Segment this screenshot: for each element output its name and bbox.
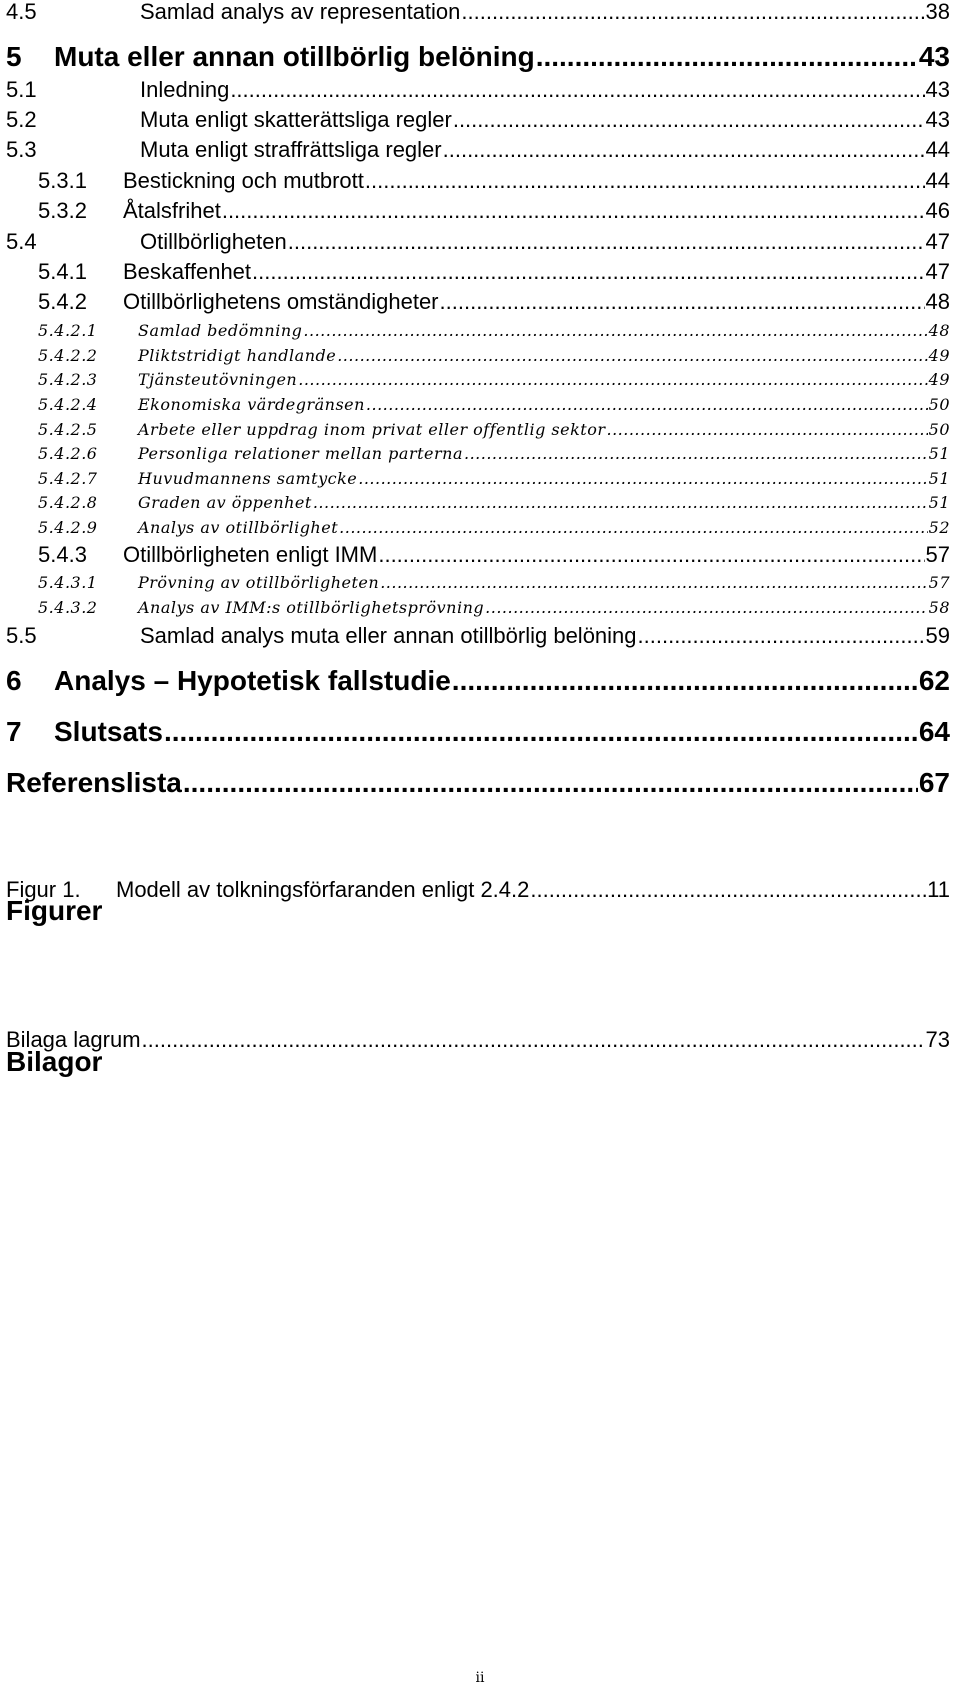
entry-page-number: 38 [925,0,950,24]
entry-title: Muta eller annan otillbörlig belöning [54,41,535,72]
entry-number: 5.4 [6,229,37,254]
entry-number: 5.4.3.2 [38,598,98,617]
entry-title: Analys av otillbörlighet [138,518,339,537]
page-number: ii [475,1670,485,1686]
entry-title: Otillbörligheten enligt IMM [123,542,378,567]
entry-number: 5.4.2.9 [38,518,98,537]
toc-entry[interactable] [0,0,950,25]
entry-page-number: 73 [925,1027,950,1052]
entry-number: 5.4.3 [38,542,87,567]
entry-title: Muta enligt straffrättsliga regler [140,137,442,162]
entry-number: 5.4.2.2 [38,346,98,365]
entry-page-number: 51 [928,493,950,512]
entry-page-number: 44 [925,137,950,162]
figure-entry[interactable] [0,863,950,903]
dot-leader [183,767,918,799]
entry-page-number: 51 [928,444,950,463]
entry-title: Samlad bedömning [138,321,303,340]
entry-number: 5.4.3.1 [38,573,98,592]
entry-number: 5.4.2.4 [38,395,98,414]
entry-page-number: 43 [925,77,950,102]
dot-leader [638,623,925,649]
entry-page-number: 50 [928,395,950,414]
entry-page-number: 58 [928,598,950,617]
entry-page-number: 43 [918,41,950,72]
entry-page-number: 57 [928,573,950,592]
entry-title: Samlad analys muta eller annan otillbörlig belöning [140,623,637,648]
entry-title: Bilaga lagrum [6,1027,141,1052]
entry-title: Modell av tolkningsförfaranden enligt 2.4.2 [116,877,530,902]
entry-number: 5.3 [6,137,37,162]
entry-page-number: 46 [925,198,950,223]
entry-number: 5.4.2.8 [38,493,98,512]
entry-title: Otillbörlighetens omständigheter [123,289,439,314]
dot-leader [461,0,924,25]
entry-title: Prövning av otillbörligheten [138,573,380,592]
entry-title: Tjänsteutövningen [138,370,298,389]
entry-title: Analys av IMM:s otillbörlighetsprövning [138,598,485,617]
entry-title: Huvudmannens samtycke [138,469,358,488]
entry-number: 5.5 [6,623,37,648]
entry-page-number: 47 [925,259,950,284]
entry-page-number: 49 [928,370,950,389]
toc-entry[interactable] [0,759,950,799]
dot-leader [530,877,926,903]
entry-number: 5.4.2.1 [38,321,98,340]
entry-page-number: 67 [918,767,950,798]
entry-title: Samlad analys av representation [140,0,461,24]
entry-page-number: 43 [925,107,950,132]
toc-entry[interactable] [0,609,950,649]
entry-number: Figur 1. [6,877,81,902]
entry-page-number: 59 [925,623,950,648]
entry-number: 5.4.2 [38,289,87,314]
entry-number: 5.1 [6,77,37,102]
entry-page-number: 51 [928,469,950,488]
entry-number: 5.3.1 [38,168,87,193]
entry-page-number: 48 [928,321,950,340]
entry-page-number: 44 [925,168,950,193]
entry-page-number: 11 [927,877,950,902]
entry-number: 7 [6,716,22,747]
appendix-entry[interactable] [0,1013,950,1053]
entry-number: 6 [6,665,22,696]
entry-title: Slutsats [54,716,163,747]
entry-number: 5.4.2.5 [38,420,98,439]
toc-entry[interactable] [0,708,950,748]
figures-heading: Figurer [6,895,103,926]
entry-title: Ekonomiska värdegränsen [138,395,365,414]
entry-title: Personliga relationer mellan parterna [138,444,463,463]
entry-title: Bestickning och mutbrott [123,168,364,193]
entry-page-number: 48 [925,289,950,314]
entry-page-number: 47 [925,229,950,254]
entry-title: Beskaffenhet [123,259,252,284]
entry-title: Arbete eller uppdrag inom privat eller offentlig sektor [138,420,606,439]
entry-page-number: 62 [918,665,950,696]
dot-leader [142,1027,925,1053]
entry-page-number: 64 [918,716,950,747]
entry-title: Muta enligt skatterättsliga regler [140,107,452,132]
entry-page-number: 57 [925,542,950,567]
entry-title: Graden av öppenhet [138,493,312,512]
entry-number: 5.4.2.3 [38,370,98,389]
entry-number: 5.2 [6,107,37,132]
dot-leader [164,716,918,748]
entry-title: Otillbörligheten [140,229,287,254]
entry-page-number: 52 [928,518,950,537]
entry-title: Analys – Hypotetisk fallstudie [54,665,451,696]
entry-number: 5 [6,41,22,72]
entry-title: Inledning [140,77,230,102]
dot-leader [452,665,918,697]
entry-number: 4.5 [6,0,37,24]
entry-title: Referenslista [6,767,182,798]
appendices-heading: Bilagor [6,1046,103,1077]
entry-number: 5.4.2.7 [38,469,98,488]
entry-number: 5.3.2 [38,198,87,223]
entry-number: 5.4.1 [38,259,87,284]
entry-page-number: 49 [928,346,950,365]
toc-entry[interactable] [0,657,950,697]
entry-page-number: 50 [928,420,950,439]
entry-title: Åtalsfrihet [123,198,221,223]
entry-title: Pliktstridigt handlande [138,346,337,365]
entry-number: 5.4.2.6 [38,444,98,463]
